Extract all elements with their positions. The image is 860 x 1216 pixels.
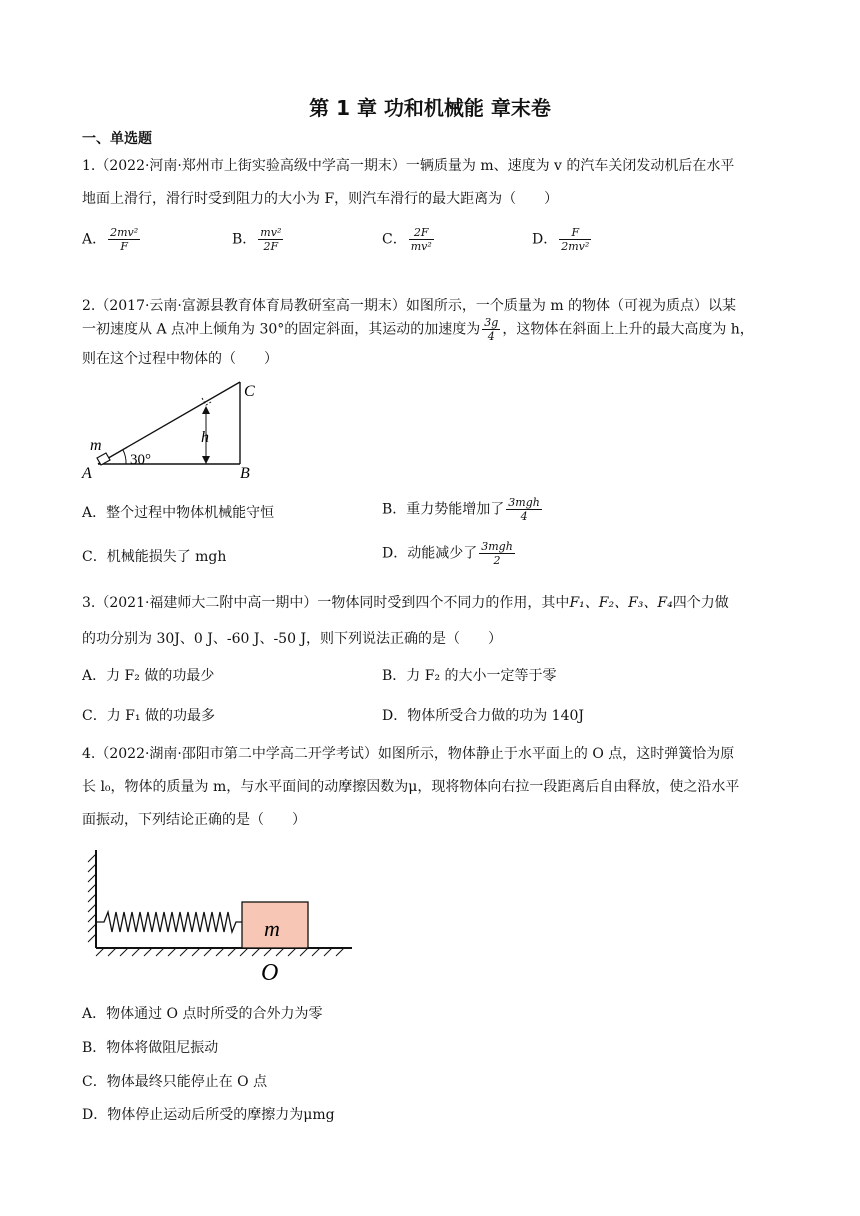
fraction-numerator: 2F xyxy=(409,226,434,240)
fraction xyxy=(108,226,140,253)
q2-line2 xyxy=(82,316,754,343)
q2-option-a[interactable]: A．整个过程中物体机械能守恒 xyxy=(82,505,275,521)
angle-arc xyxy=(123,450,126,464)
section-heading: 一、单选题 xyxy=(82,131,152,147)
fraction-numerator: mv² xyxy=(260,226,282,239)
q4-option-a[interactable]: A．物体通过 O 点时所受的合外力为零 xyxy=(82,1006,323,1022)
q3-line1 xyxy=(82,593,729,613)
q1-option-b[interactable] xyxy=(232,226,285,253)
label-B: B xyxy=(240,465,250,482)
q3-option-d[interactable]: D．物体所受合力做的功为 140J xyxy=(382,708,585,724)
option-text: B．重力势能增加了 xyxy=(382,501,505,518)
fraction-denominator: 2mv² xyxy=(561,240,590,253)
q1-option-a[interactable] xyxy=(82,226,142,253)
q2-line2-start: 一初速度从 A 点冲上倾角为 30°的固定斜面，其运动的加速度为 xyxy=(82,321,481,338)
fraction xyxy=(559,226,591,253)
fraction xyxy=(506,496,542,523)
label-angle: 30° xyxy=(130,452,151,468)
q4-option-c[interactable]: C．物体最终只能停止在 O 点 xyxy=(82,1074,268,1090)
acceleration-fraction xyxy=(482,316,500,343)
q1-option-c[interactable] xyxy=(382,226,436,253)
fraction xyxy=(479,540,515,567)
incline-diagram xyxy=(80,378,270,482)
option-label: B． xyxy=(232,231,257,248)
spring-diagram xyxy=(80,846,360,986)
fraction-denominator: F xyxy=(120,240,128,253)
fraction xyxy=(409,226,434,253)
incline-slope xyxy=(98,382,240,464)
q2-line2-end: ，这物体在斜面上上升的最大高度为 h， xyxy=(502,321,754,338)
option-label: C． xyxy=(382,231,407,248)
fraction-numerator: 2mv² xyxy=(110,226,139,239)
option-text: D．动能减少了 xyxy=(382,545,478,562)
q3-option-c[interactable]: C．力 F₁ 做的功最多 xyxy=(82,708,215,724)
q3-line1-end: 四个力做 xyxy=(672,595,729,611)
option-label: D． xyxy=(532,231,558,248)
spring xyxy=(96,912,242,932)
label-O: O xyxy=(261,960,279,986)
q4-option-d[interactable]: D．物体停止运动后所受的摩擦力为μmg xyxy=(82,1107,335,1123)
fraction-denominator: 4 xyxy=(487,330,495,343)
q1-line2: 地面上滑行，滑行时受到阻力的大小为 F，则汽车滑行的最大距离为（ ） xyxy=(82,191,559,207)
q4-line3: 面振动，下列结论正确的是（ ） xyxy=(82,812,306,828)
fraction xyxy=(258,226,283,253)
q2-option-c[interactable]: C．机械能损失了 mgh xyxy=(82,549,227,565)
q3-option-a[interactable]: A．力 F₂ 做的功最少 xyxy=(82,668,215,684)
q3-forces: F₁、F₂、F₃、F₄ xyxy=(569,595,673,611)
height-arrow-up xyxy=(202,406,210,414)
fraction-denominator: mv² xyxy=(410,240,432,253)
page-title: 第 1 章 功和机械能 章末卷 xyxy=(309,96,551,120)
q3-line1-start: 3.（2021·福建师大二附中高一期中）一物体同时受到四个不同力的作用，其中 xyxy=(82,595,570,611)
q1-line1: 1.（2022·河南·郑州市上街实验高级中学高一期末）一辆质量为 m、速度为 v 的汽车关闭发动机后在水平 xyxy=(82,158,735,174)
floor-hatching xyxy=(96,948,344,956)
label-C: C xyxy=(244,383,255,400)
q4-line1: 4.（2022·湖南·邵阳市第二中学高二开学考试）如图所示，物体静止于水平面上的 O 点，这时弹簧恰为原 xyxy=(82,746,735,762)
fraction-denominator: 2F xyxy=(263,240,279,253)
q4-option-b[interactable]: B．物体将做阻尼振动 xyxy=(82,1040,219,1056)
height-arrow-down xyxy=(202,456,210,464)
q3-line2: 的功分别为 30J、0 J、-60 J、-50 J，则下列说法正确的是（ ） xyxy=(82,631,503,647)
wall-hatching xyxy=(88,854,96,942)
q2-option-d[interactable] xyxy=(382,540,517,567)
fraction-numerator: F xyxy=(559,226,591,240)
q4-line2: 长 l₀，物体的质量为 m，与水平面间的动摩擦因数为μ，现将物体向右拉一段距离后自由释放，使之沿水平 xyxy=(82,779,740,795)
fraction-numerator: 3mgh xyxy=(508,496,540,509)
label-A: A xyxy=(82,465,92,482)
fraction-denominator: 2 xyxy=(493,554,501,567)
q2-line1: 2.（2017·云南·富源县教育体育局教研室高一期末）如图所示，一个质量为 m 的物体（可视为质点）以某 xyxy=(82,298,737,314)
fraction-denominator: 4 xyxy=(520,510,528,523)
option-label: A． xyxy=(82,231,107,248)
fraction-numerator: 3g xyxy=(484,316,499,329)
fraction-numerator: 3mgh xyxy=(481,540,513,553)
label-m: m xyxy=(264,916,280,941)
q2-option-b[interactable] xyxy=(382,496,544,523)
q1-option-d[interactable] xyxy=(532,226,593,253)
q2-line3: 则在这个过程中物体的（ ） xyxy=(82,351,278,367)
q3-option-b[interactable]: B．力 F₂ 的大小一定等于零 xyxy=(382,668,557,684)
label-h: h xyxy=(201,429,209,446)
label-m: m xyxy=(90,437,102,454)
